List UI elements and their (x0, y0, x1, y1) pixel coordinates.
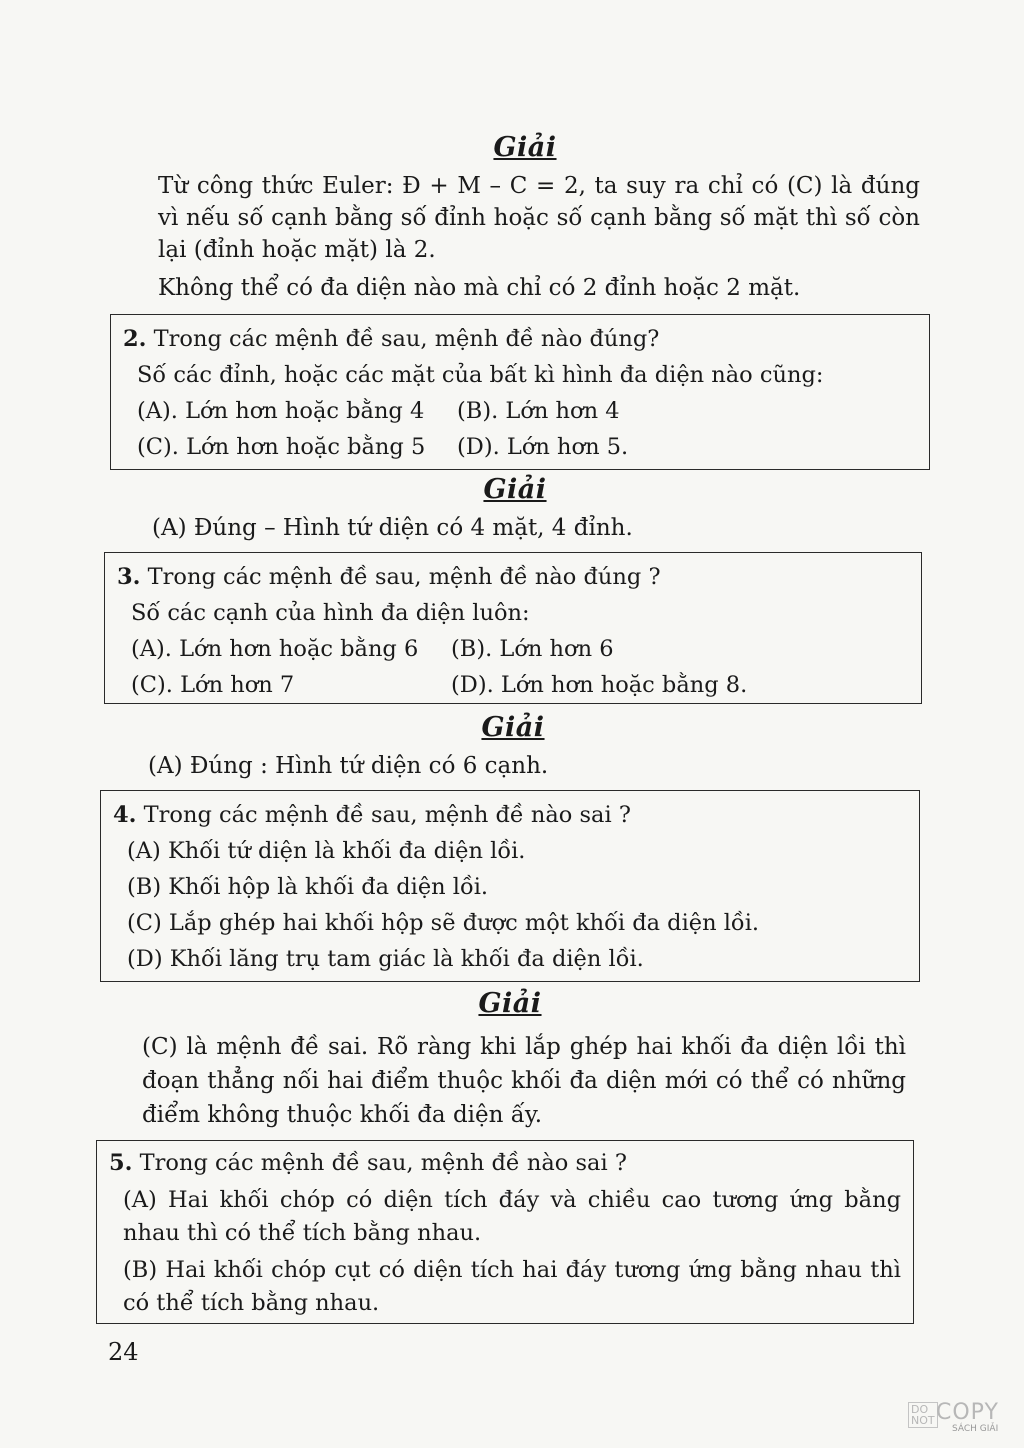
page-number: 24 (108, 1338, 139, 1366)
question-3-options-row-1 (117, 631, 909, 667)
watermark-logo (908, 1402, 1008, 1436)
question-5-prompt: Trong các mệnh đề sau, mệnh đề nào sai ? (139, 1150, 627, 1176)
question-3-option-d: (D). Lớn hơn hoặc bằng 8. (451, 672, 748, 698)
question-2-number: 2. (123, 326, 147, 352)
question-3-prompt-line (117, 559, 909, 595)
question-3-option-c: (C). Lớn hơn 7 (131, 672, 295, 698)
question-4-option-b: (B) Khối hộp là khối đa diện lồi. (127, 874, 489, 900)
solution-4-heading: Giải (478, 988, 542, 1019)
question-2-prompt: Trong các mệnh đề sau, mệnh đề nào đúng? (153, 326, 660, 352)
question-3-option-a: (A). Lớn hơn hoặc bằng 6 (131, 636, 419, 662)
question-3-box (104, 552, 922, 704)
question-5-prompt-line (109, 1147, 901, 1180)
solution-4-text: (C) là mệnh đề sai. Rõ ràng khi lắp ghép hai khối đa diện lồi thì đoạn thẳng nối hai điểm thuộc khối đa diện mới có thể có những điểm không thuộc khối đa diện ấy. (142, 1034, 906, 1128)
solution-3-heading: Giải (481, 712, 545, 743)
question-2-options-row-1 (123, 393, 917, 429)
watermark-copy: COPY (936, 1400, 999, 1425)
question-4-option-a: (A) Khối tứ diện là khối đa diện lồi. (127, 838, 526, 864)
question-2-option-d: (D). Lớn hơn 5. (457, 434, 629, 460)
question-3-stem: Số các cạnh của hình đa diện luôn: (131, 600, 530, 626)
question-4-box (100, 790, 920, 982)
solution-2-text: (A) Đúng – Hình tứ diện có 4 mặt, 4 đỉnh. (152, 515, 633, 541)
watermark-brand: SÁCH GIẢI (952, 1424, 999, 1434)
solution-1-line-1: Từ công thức Euler: Đ + M – C = 2, ta suy ra chỉ có (C) là đúng vì nếu số cạnh bằng số đỉnh hoặc số cạnh bằng số mặt thì số còn lại (đỉnh hoặc mặt) là 2. (158, 173, 920, 263)
solution-2-heading: Giải (483, 474, 547, 505)
question-4-number: 4. (113, 802, 137, 828)
question-2-prompt-line (123, 321, 917, 357)
question-5-option-a: (A) Hai khối chóp có diện tích đáy và chiều cao tương ứng bằng nhau thì có thể tích bằng nhau. (123, 1187, 901, 1246)
question-3-prompt: Trong các mệnh đề sau, mệnh đề nào đúng ? (147, 564, 661, 590)
question-5-box (96, 1140, 914, 1324)
question-4-option-d: (D) Khối lăng trụ tam giác là khối đa diện lồi. (127, 946, 644, 972)
question-3-options-row-2 (117, 667, 909, 703)
watermark-do-not: DO NOT (908, 1402, 938, 1428)
question-2-option-a: (A). Lớn hơn hoặc bằng 4 (137, 398, 425, 424)
question-2-option-c: (C). Lớn hơn hoặc bằng 5 (137, 434, 426, 460)
question-4-option-c: (C) Lắp ghép hai khối hộp sẽ được một khối đa diện lồi. (127, 910, 760, 936)
question-3-option-b: (B). Lớn hơn 6 (451, 636, 614, 662)
question-2-options-row-2 (123, 429, 917, 465)
question-2-box (110, 314, 930, 470)
question-5-number: 5. (109, 1150, 133, 1176)
solution-1-heading: Giải (493, 132, 557, 163)
solution-3-text: (A) Đúng : Hình tứ diện có 6 cạnh. (148, 753, 549, 779)
solution-1-text (158, 170, 920, 304)
question-4-prompt: Trong các mệnh đề sau, mệnh đề nào sai ? (143, 802, 631, 828)
question-2-option-b: (B). Lớn hơn 4 (457, 398, 620, 424)
question-2-stem: Số các đỉnh, hoặc các mặt của bất kì hình đa diện nào cũng: (137, 362, 824, 388)
question-5-option-b: (B) Hai khối chóp cụt có diện tích hai đáy tương ứng bằng nhau thì có thể tích bằng nhau. (123, 1257, 901, 1316)
solution-1-line-2: Không thể có đa diện nào mà chỉ có 2 đỉnh hoặc 2 mặt. (158, 275, 801, 301)
question-3-number: 3. (117, 564, 141, 590)
question-4-prompt-line (113, 797, 907, 833)
